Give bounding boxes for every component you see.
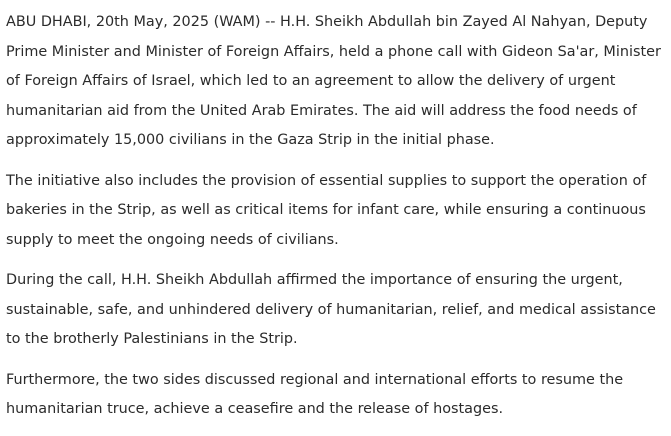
article-paragraph: The initiative also includes the provision of essential supplies to support the operation of bakeries in the Strip, as well as critical items for infant care, while ensuring a continuous supply to meet the ongoing needs of civilians.: [6, 172, 647, 248]
article-paragraph: ABU DHABI, 20th May, 2025 (WAM) -- H.H. Sheikh Abdullah bin Zayed Al Nahyan, Deputy Prime Minister and Minister of Foreign Affairs, held a phone call with Gideon Sa'ar, Minister of Foreign Affairs of Israel, which led to an agreement to allow the delivery of urgent humanitarian aid from the United Arab Emirates. The aid will address the food needs of approximately 15,000 civilians in the Gaza Strip in the initial phase.: [6, 14, 661, 148]
article-paragraph: Furthermore, the two sides discussed regional and international efforts to resume the humanitarian truce, achieve a ceasefire and the release of hostages.: [6, 371, 624, 417]
article-body: [6, 8, 666, 436]
article-paragraph: During the call, H.H. Sheikh Abdullah affirmed the importance of ensuring the urgent, sustainable, safe, and unhindered delivery of humanitarian, relief, and medical assistance to the brotherly Palestinians in the Strip.: [6, 272, 656, 347]
